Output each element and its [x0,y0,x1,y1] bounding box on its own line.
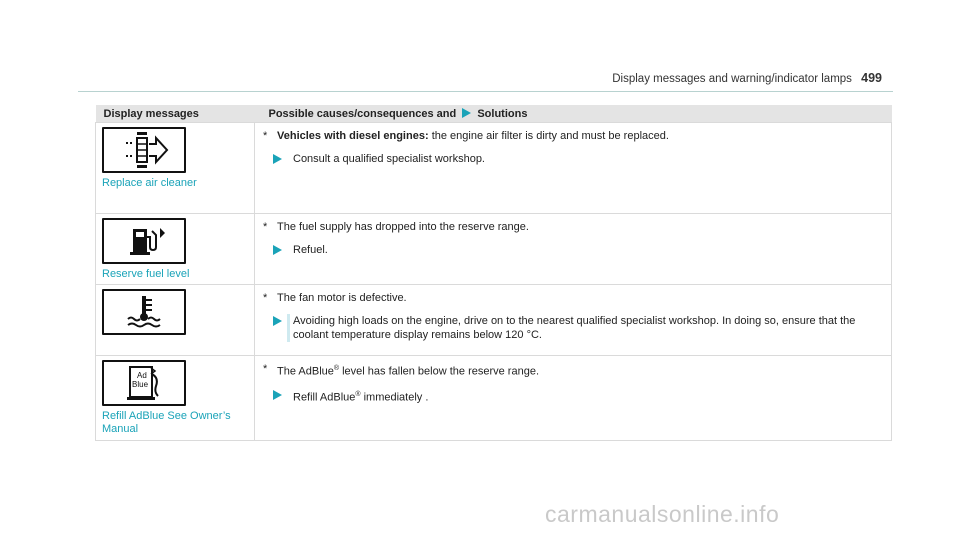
table-row [96,356,892,441]
solution-text-post: immediately . [360,391,429,404]
table-row [96,123,892,214]
solution-arrow-icon [273,316,282,326]
fuel-pump-icon [102,218,186,264]
header-title: Display messages and warning/indicator lamps [612,73,852,85]
page-header [0,71,882,85]
col1-header: Display messages [96,105,255,123]
header-divider [78,91,893,92]
solution-text: Avoiding high loads on the engine, drive on to the nearest qualified specialist workshop. In doing so, ensure that the coolant temperature display remains below 120 °C. [287,314,881,342]
adblue-icon-text-top: Ad [137,371,147,380]
table-row [96,285,892,356]
message-caption: Reserve fuel level [102,268,190,280]
cause-text: The fuel supply has dropped into the reserve range. [277,221,529,233]
cause-text: The fan motor is defective. [277,292,407,304]
watermark: carmanualsonline.info [545,501,780,527]
page-number: 499 [861,71,882,85]
registered-mark: ® [333,365,340,372]
air-filter-icon [102,127,186,173]
col2-header [255,105,892,123]
col2-header-solutions: Solutions [477,107,528,120]
table-row [96,214,892,285]
causes-cell [255,285,892,356]
solution-arrow-icon [273,390,282,400]
footnote-star: * [263,221,268,233]
solution-text: Consult a qualified specialist workshop. [293,153,485,165]
solution-arrow-icon [273,245,282,255]
display-message-cell [96,356,255,441]
display-message-cell [96,285,255,356]
cause-text-post: level has fallen below the reserve range. [339,365,539,378]
adblue-icon [102,360,186,406]
footnote-star: * [263,292,268,304]
footnote-star: * [263,363,268,375]
message-caption: Replace air cleaner [102,177,197,189]
solution-arrow-icon [273,154,282,164]
col2-header-text: Possible causes/consequences and [268,107,457,120]
cause-text: The AdBlue [277,365,334,378]
causes-cell [255,123,892,214]
display-message-cell [96,123,255,214]
causes-cell [255,214,892,285]
adblue-icon-text-bottom: Blue [132,380,149,389]
causes-cell [255,356,892,441]
cause-bold: Vehicles with diesel engines: [277,130,429,142]
display-message-cell [96,214,255,285]
coolant-temperature-icon [102,289,186,335]
solution-text: Refill AdBlue [293,391,356,404]
message-caption: Refill AdBlue See Owner’s Manual [102,410,231,435]
registered-mark: ® [355,390,361,398]
footnote-star: * [263,130,268,142]
cause-text: the engine air filter is dirty and must be replaced. [431,130,669,142]
solution-text: Refuel. [293,244,328,256]
display-messages-table [95,105,892,441]
arrow-right-icon [462,108,471,118]
